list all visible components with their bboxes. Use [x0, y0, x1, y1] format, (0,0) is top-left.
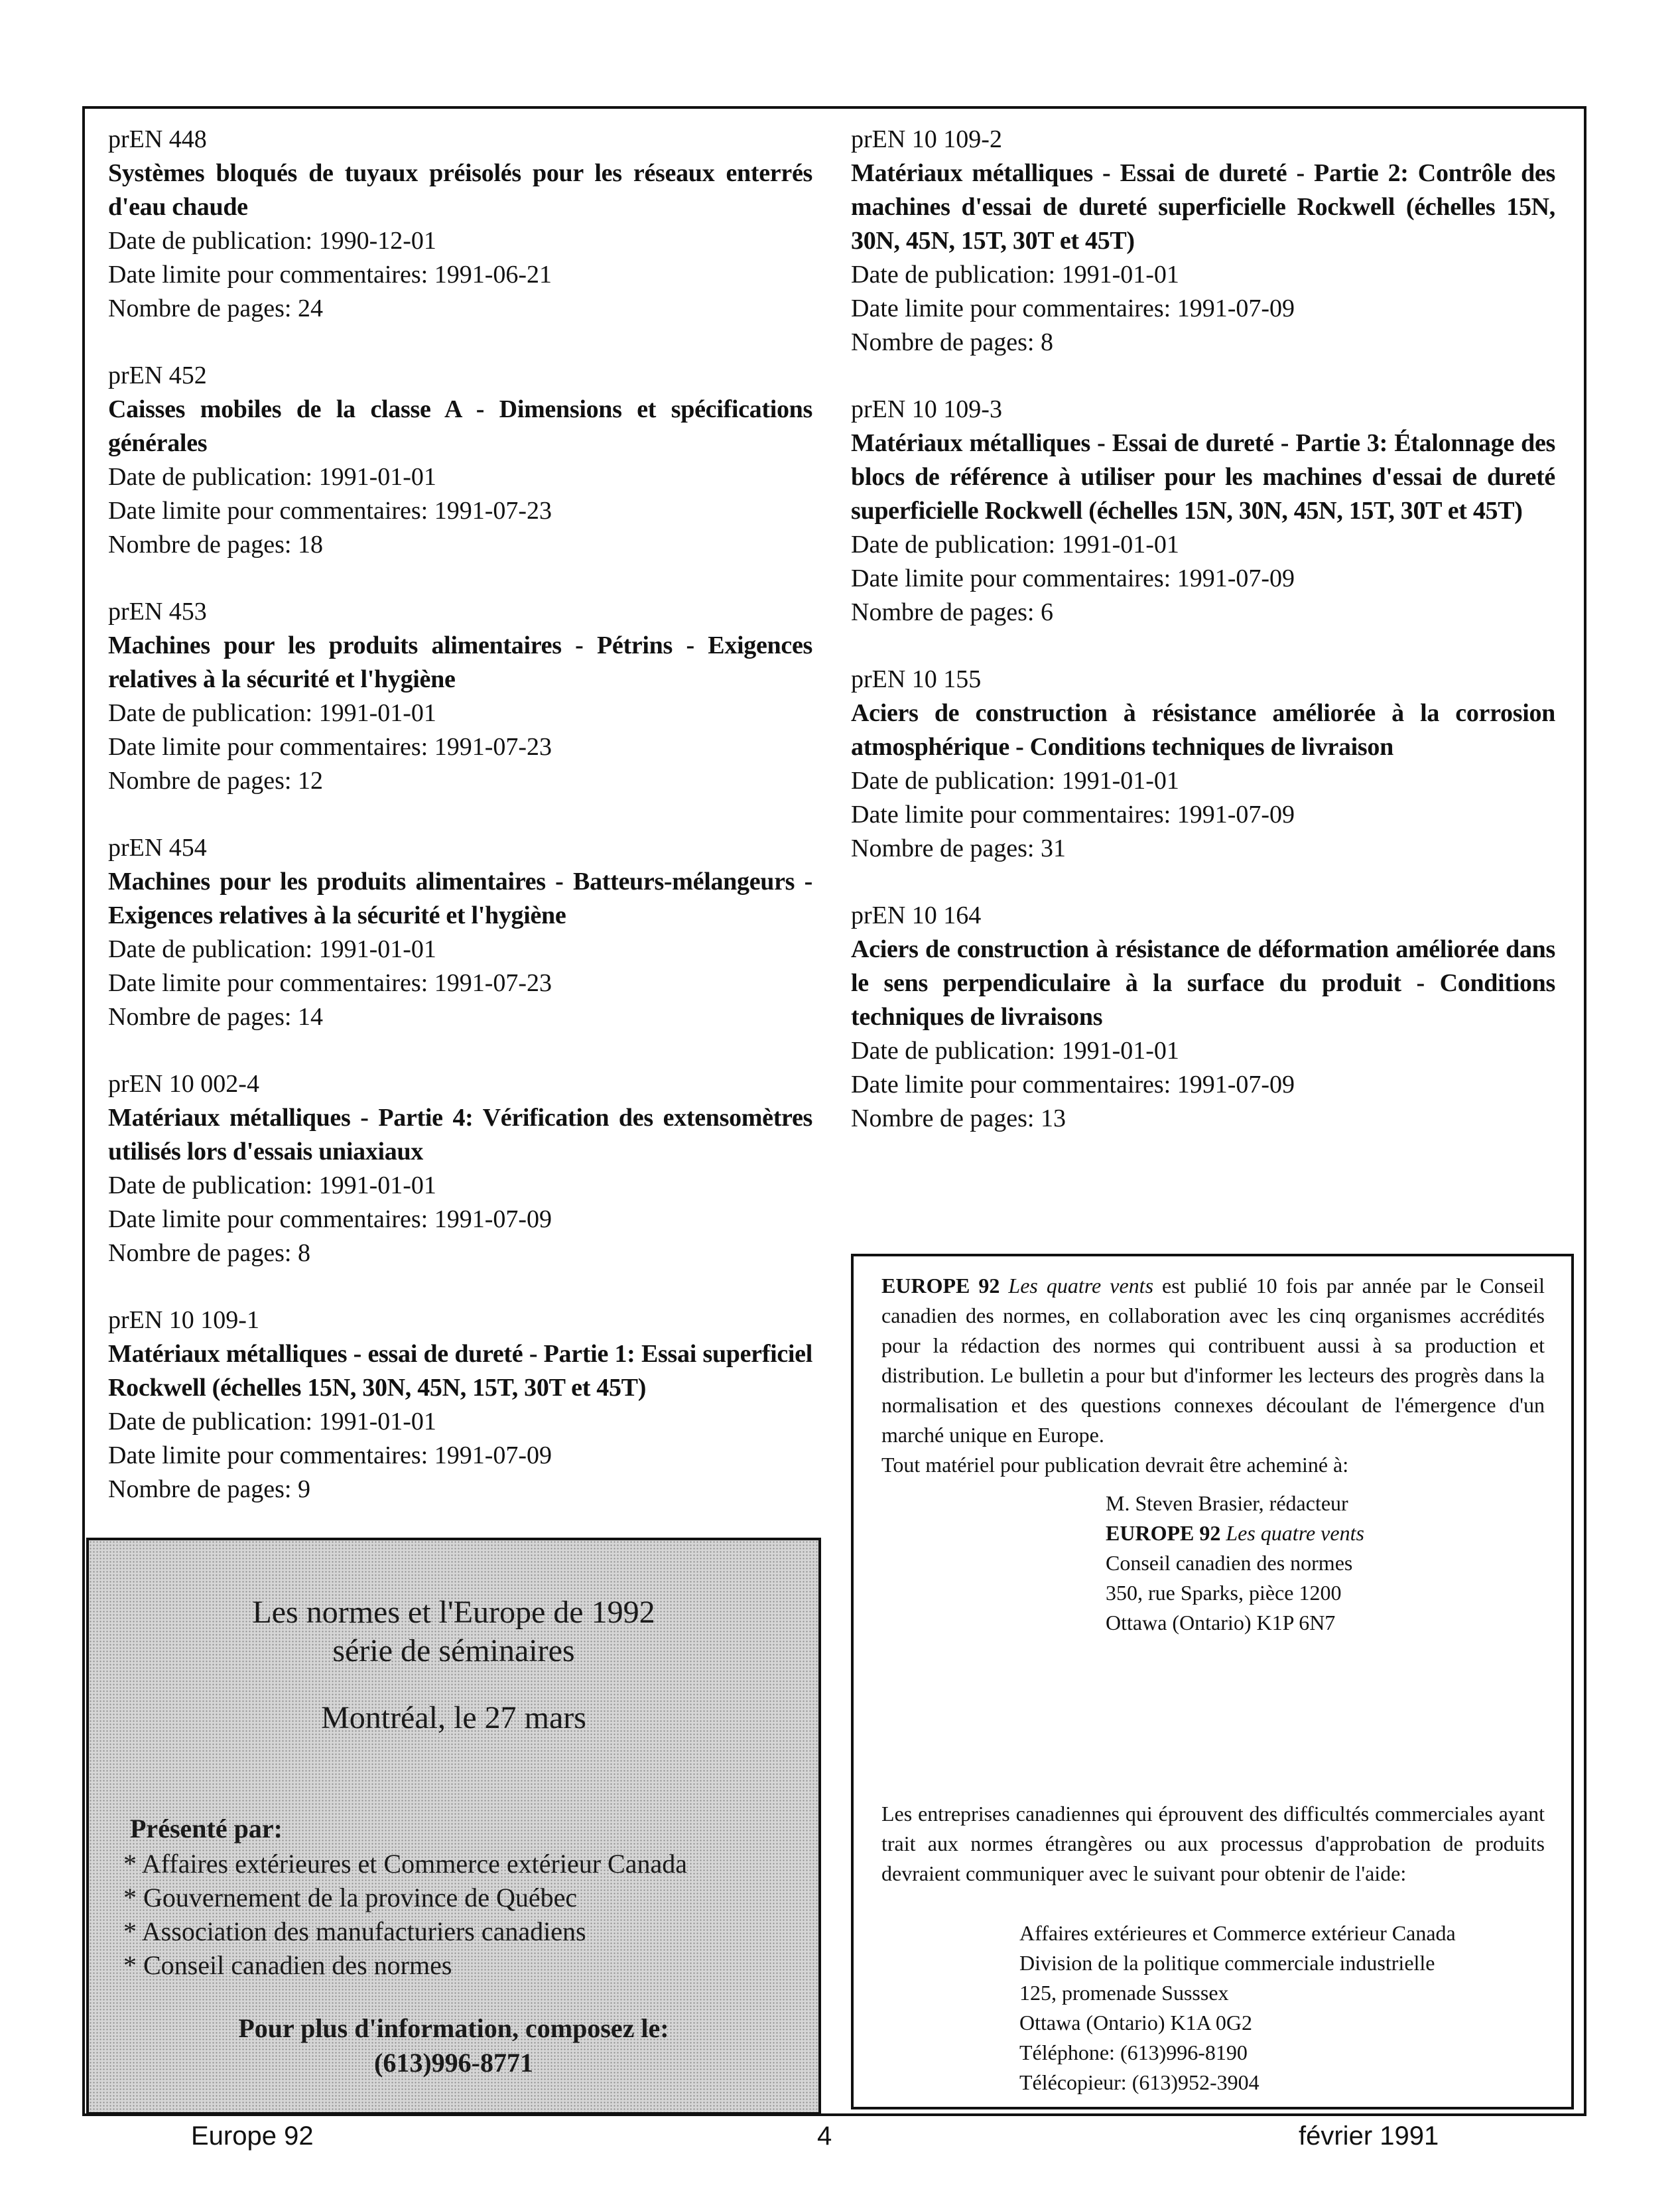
standard-entry [108, 1067, 812, 1270]
contact-city: Ottawa (Ontario) K1A 0G2 [1019, 2011, 1253, 2035]
standard-entry [108, 831, 812, 1034]
address-street: 350, rue Sparks, pièce 1200 [1106, 1581, 1342, 1605]
footer-date: février 1991 [1299, 2121, 1439, 2151]
publication-date: Date de publication: 1991-01-01 [851, 1037, 1179, 1065]
standard-entry [108, 595, 812, 798]
address-publication-subtitle: Les quatre vents [1226, 1521, 1364, 1545]
page-count: Nombre de pages: 31 [851, 834, 1066, 862]
comment-deadline: Date limite pour commentaires: 1991-07-23 [108, 733, 552, 761]
page-count: Nombre de pages: 12 [108, 767, 323, 795]
page-count: Nombre de pages: 14 [108, 1003, 323, 1031]
publication-date: Date de publication: 1991-01-01 [108, 1408, 436, 1435]
address-publication-name: EUROPE 92 [1106, 1521, 1221, 1545]
standard-title: Machines pour les produits alimentaires - Pétrins - Exigences relatives à la sécurité et l'hygiène [108, 632, 812, 693]
standard-code: prEN 453 [108, 598, 207, 626]
comment-deadline: Date limite pour commentaires: 1991-06-21 [108, 261, 552, 289]
presenter-item: * Gouvernement de la province de Québec [123, 1883, 578, 1912]
comment-deadline: Date limite pour commentaires: 1991-07-09 [851, 565, 1295, 592]
contact-phone: Téléphone: (613)996-8190 [1019, 2040, 1248, 2064]
presenter-item: * Conseil canadien des normes [123, 1950, 452, 1980]
standard-entry [851, 663, 1555, 866]
seminar-phone: (613)996-8771 [374, 2048, 533, 2078]
standard-entry [851, 393, 1555, 630]
presenter-list [123, 1847, 687, 1982]
standard-title: Matériaux métalliques - Partie 4: Vérification des extensomètres utilisés lors d'essais uniaxiaux [108, 1104, 812, 1166]
editor-publication [1106, 1518, 1364, 1548]
standard-code: prEN 10 109-3 [851, 395, 1002, 423]
comment-deadline: Date limite pour commentaires: 1991-07-09 [851, 295, 1295, 322]
standard-entry [851, 123, 1555, 360]
trade-contact-address [1019, 1918, 1456, 2098]
page-count: Nombre de pages: 8 [851, 328, 1053, 356]
standard-entry [108, 1303, 812, 1506]
seminar-heading-line1: Les normes et l'Europe de 1992 [252, 1595, 655, 1630]
comment-deadline: Date limite pour commentaires: 1991-07-09 [851, 801, 1295, 829]
seminar-heading-line2: série de séminaires [332, 1633, 575, 1668]
standard-title: Matériaux métalliques - Essai de dureté - Partie 2: Contrôle des machines d'essai de dureté superficielle Rockwell (échelles 15N, 30N, 45N, 15T, 30T et 45T) [851, 159, 1555, 255]
address-city: Ottawa (Ontario) K1P 6N7 [1106, 1611, 1336, 1635]
publication-info-box [851, 1254, 1574, 2109]
publication-date: Date de publication: 1991-01-01 [851, 261, 1179, 289]
standard-code: prEN 10 155 [851, 665, 982, 693]
seminar-announcement [86, 1538, 821, 2115]
publication-date: Date de publication: 1991-01-01 [851, 531, 1179, 559]
publication-intro-text: est publié 10 fois par année par le Conseil canadien des normes, en collaboration avec les cinq organismes accrédités pour la rédaction des normes qui contribuent aussi à sa production et distribution. Le bulletin a pour but d'informer les lecteurs des progrès dans la normalisation et des questions connexes découlant de l'émergence d'un marché unique en Europe. [881, 1274, 1545, 1447]
address-organization: Conseil canadien des normes [1106, 1551, 1353, 1575]
standard-code: prEN 448 [108, 125, 207, 153]
page-count: Nombre de pages: 6 [851, 598, 1053, 626]
standard-title: Systèmes bloqués de tuyaux préisolés pour les réseaux enterrés d'eau chaude [108, 159, 812, 221]
page-count: Nombre de pages: 9 [108, 1475, 310, 1503]
standard-title: Matériaux métalliques - essai de dureté - Partie 1: Essai superficiel Rockwell (échelles 15N, 30N, 45N, 15T, 30T et 45T) [108, 1340, 812, 1402]
standard-code: prEN 454 [108, 834, 207, 862]
presenter-item: * Affaires extérieures et Commerce extérieur Canada [123, 1849, 687, 1879]
contact-fax: Télécopieur: (613)952-3904 [1019, 2070, 1260, 2094]
publication-subtitle: Les quatre vents [1008, 1274, 1154, 1298]
presenter-item: * Association des manufacturiers canadiens [123, 1916, 586, 1946]
page-count: Nombre de pages: 8 [108, 1239, 310, 1267]
comment-deadline: Date limite pour commentaires: 1991-07-23 [108, 969, 552, 997]
comment-deadline: Date limite pour commentaires: 1991-07-23 [108, 497, 552, 525]
trade-help-text: Les entreprises canadiennes qui éprouvent des difficultés commerciales ayant trait aux normes étrangères ou aux processus d'approbation de produits devraient communiquer avec le suivant pour obtenir de l'aide: [881, 1802, 1545, 1885]
left-column [108, 123, 812, 1540]
comment-deadline: Date limite pour commentaires: 1991-07-09 [108, 1441, 552, 1469]
right-column [851, 123, 1555, 1169]
publication-date: Date de publication: 1991-01-01 [108, 699, 436, 727]
standard-entry [108, 359, 812, 562]
publication-date: Date de publication: 1991-01-01 [108, 1171, 436, 1199]
editor-name: M. Steven Brasier, rédacteur [1106, 1491, 1348, 1515]
publication-date: Date de publication: 1990-12-01 [108, 227, 436, 255]
contact-division: Division de la politique commerciale industrielle [1019, 1951, 1435, 1975]
standard-code: prEN 10 164 [851, 901, 982, 929]
publication-send-text: Tout matériel pour publication devrait être acheminé à: [881, 1453, 1349, 1477]
seminar-presented-by: Présenté par: [130, 1814, 283, 1843]
seminar-info [89, 2011, 818, 2080]
comment-deadline: Date limite pour commentaires: 1991-07-09 [851, 1071, 1295, 1099]
footer-publication: Europe 92 [191, 2121, 314, 2151]
seminar-info-line: Pour plus d'information, composez le: [238, 2013, 669, 2043]
publication-date: Date de publication: 1991-01-01 [851, 767, 1179, 795]
footer-page-number: 4 [817, 2121, 832, 2151]
standard-title: Machines pour les produits alimentaires - Batteurs-mélangeurs - Exigences relatives à la sécurité et l'hygiène [108, 868, 812, 929]
standard-title: Matériaux métalliques - Essai de dureté - Partie 3: Étalonnage des blocs de référence à utiliser pour les machines d'essai de dureté superficielle Rockwell (échelles 15N, 30N, 45N, 15T, 30T et 45T) [851, 429, 1555, 525]
page-count: Nombre de pages: 18 [108, 531, 323, 559]
publication-intro [881, 1271, 1545, 1480]
standard-entry [851, 899, 1555, 1136]
page-count: Nombre de pages: 13 [851, 1104, 1066, 1132]
seminar-heading [89, 1593, 818, 1670]
seminar-city-date: Montréal, le 27 mars [321, 1700, 586, 1735]
standard-code: prEN 452 [108, 362, 207, 389]
standard-title: Aciers de construction à résistance améliorée à la corrosion atmosphérique - Conditions techniques de livraison [851, 699, 1555, 761]
standard-title: Aciers de construction à résistance de déformation améliorée dans le sens perpendiculaire à la surface du produit - Conditions techniques de livraisons [851, 935, 1555, 1031]
standard-title: Caisses mobiles de la classe A - Dimensions et spécifications générales [108, 395, 812, 457]
publication-date: Date de publication: 1991-01-01 [108, 463, 436, 491]
editor-address [1106, 1489, 1364, 1638]
publication-date: Date de publication: 1991-01-01 [108, 935, 436, 963]
page-count: Nombre de pages: 24 [108, 295, 323, 322]
comment-deadline: Date limite pour commentaires: 1991-07-09 [108, 1205, 552, 1233]
standard-entry [108, 123, 812, 326]
contact-organization: Affaires extérieures et Commerce extérieur Canada [1019, 1921, 1456, 1945]
standard-code: prEN 10 002-4 [108, 1070, 259, 1098]
standard-code: prEN 10 109-1 [108, 1306, 259, 1334]
publication-name: EUROPE 92 [881, 1274, 1000, 1298]
standard-code: prEN 10 109-2 [851, 125, 1002, 153]
contact-street: 125, promenade Susssex [1019, 1981, 1229, 2005]
